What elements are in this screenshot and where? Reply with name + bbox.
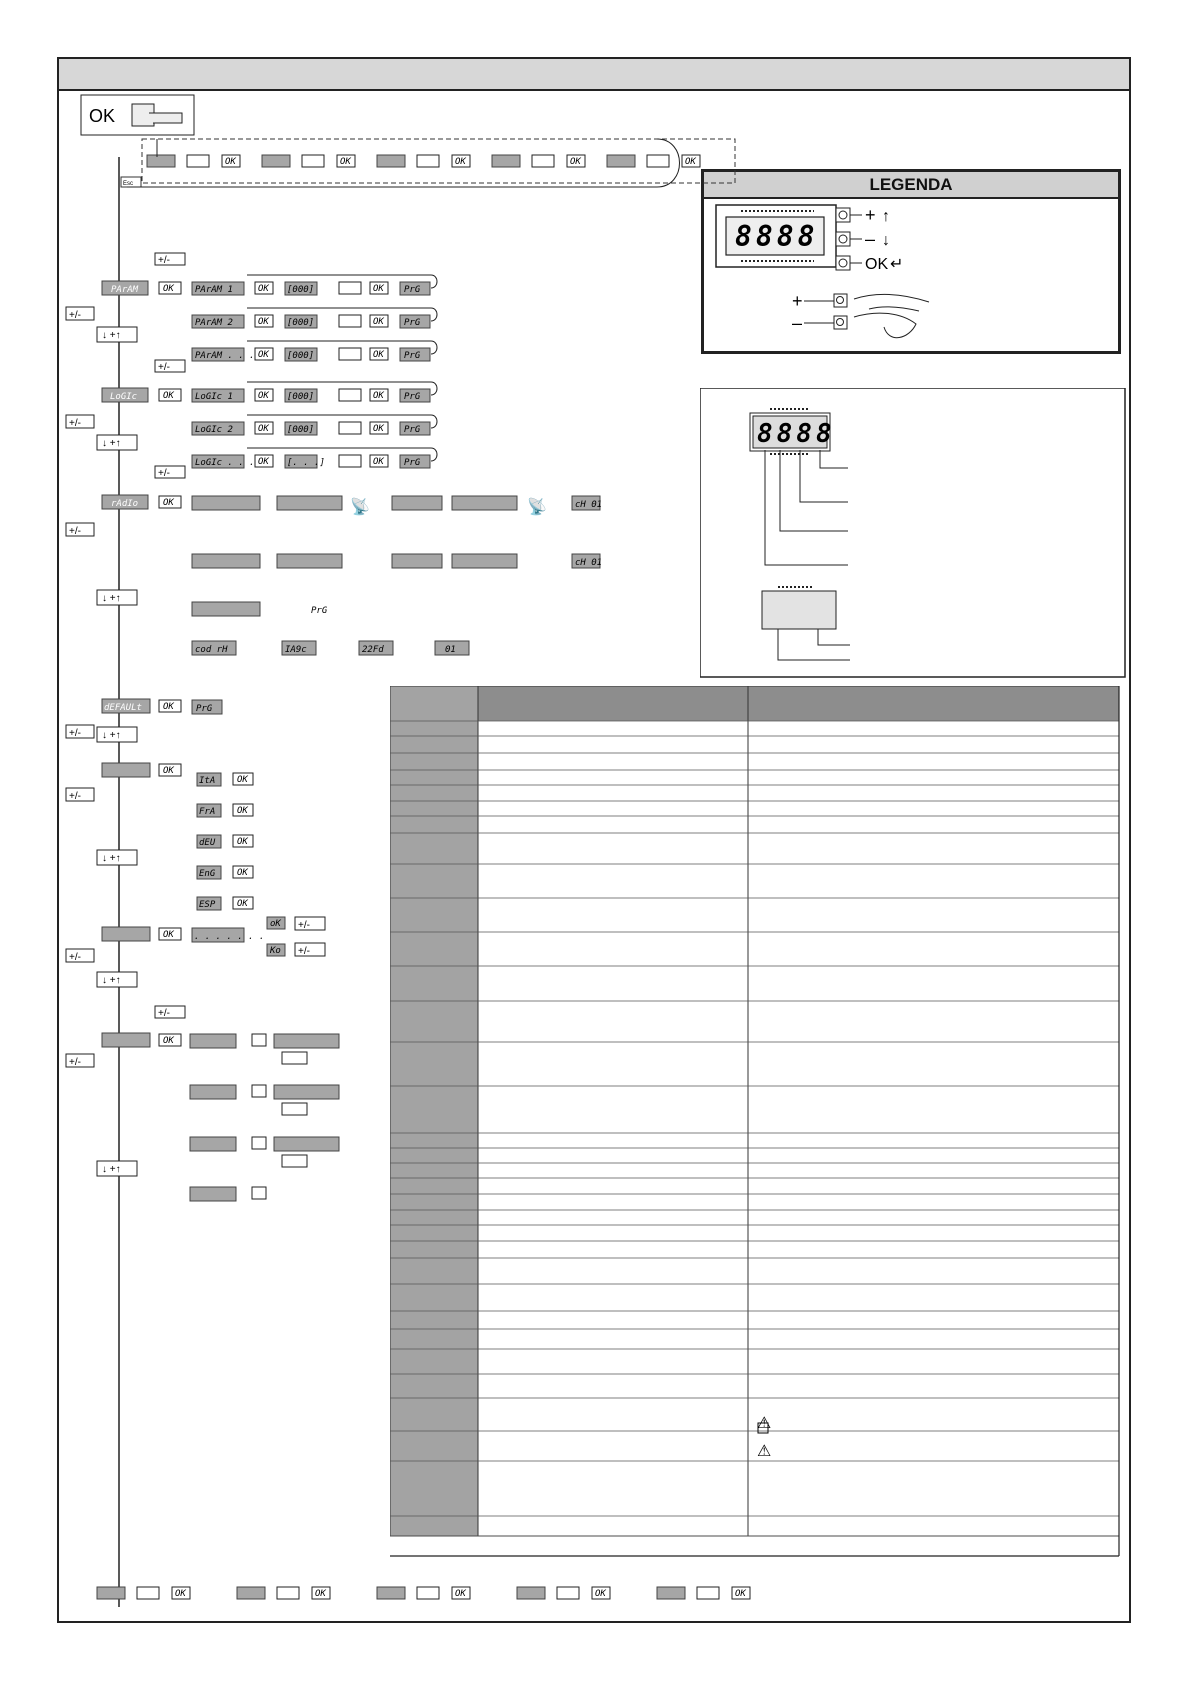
- warning-icon-2: ⚠: [757, 1443, 772, 1460]
- default-menu-label: dEFAULt: [104, 703, 142, 713]
- stats-ok-label: OK: [163, 1036, 174, 1046]
- item-ok-label: OK: [258, 457, 269, 467]
- item-ok-label: OK: [258, 350, 269, 360]
- cod-code: IA9c: [285, 645, 307, 655]
- logic-back-label: +/-: [69, 418, 81, 429]
- language-option-label: FrA: [199, 807, 216, 817]
- autoset-ko: Ko: [270, 946, 281, 956]
- language-ok-label: OK: [237, 837, 248, 847]
- seq-ok-label: OK: [315, 1589, 326, 1599]
- seq-ok-label: OK: [340, 157, 351, 167]
- stats-back-label: +/-: [69, 1057, 81, 1068]
- stats-menu-box[interactable]: [102, 1033, 150, 1047]
- menu-flow-diagram: [57, 57, 877, 1623]
- radio-channel-2: cH 01: [575, 558, 603, 568]
- lang-ok-label: OK: [163, 766, 174, 776]
- warning-icon: ⚠: [757, 1415, 772, 1432]
- escape-code: Esc: [123, 181, 134, 187]
- item-save-label: PrG: [404, 425, 421, 435]
- item-ok-label: OK: [258, 424, 269, 434]
- lang-back-label: +/-: [69, 791, 81, 802]
- cod-label: cod rH: [195, 645, 228, 655]
- legend-plus-label: +: [865, 205, 876, 225]
- logic-plus-minus: +/-: [158, 362, 170, 373]
- item-ok-label-2: OK: [373, 424, 384, 434]
- cod-num: 01: [445, 645, 456, 655]
- menu-item-label: LoGIc . . .: [195, 458, 255, 468]
- item-ok-label-2: OK: [373, 317, 384, 327]
- stats-plus-minus: +/-: [158, 1008, 170, 1019]
- lang-nav-label: ↓ +↑: [102, 853, 121, 864]
- radio-ok-label: OK: [163, 498, 174, 508]
- default-ok-label: OK: [163, 702, 174, 712]
- remote-icon-2: 📡: [527, 499, 547, 516]
- language-option-label: ItA: [199, 776, 216, 786]
- item-ok-label-2: OK: [373, 391, 384, 401]
- item-ok-label: OK: [258, 284, 269, 294]
- item-value: [000]: [287, 285, 315, 295]
- menu-item-label: LoGIc 1: [195, 392, 233, 402]
- item-ok-label-2: OK: [373, 284, 384, 294]
- autoset-pm-2: +/-: [298, 946, 310, 957]
- back-key-label: +/-: [69, 310, 81, 321]
- autoset-dots: . . . . . . .: [194, 932, 265, 942]
- default-save-label: PrG: [196, 704, 213, 714]
- seq-ok-label: OK: [225, 157, 236, 167]
- item-save-label: PrG: [404, 285, 421, 295]
- param-menu-label: PArAM: [111, 285, 139, 295]
- start-ok-label: OK: [89, 106, 116, 126]
- enter-icon: ↵: [890, 256, 904, 273]
- legend-minus-label: –: [865, 229, 876, 249]
- ok-key-label: OK: [163, 284, 174, 294]
- display-digits: 8888: [757, 419, 836, 449]
- autoset-ok: oK: [270, 919, 281, 929]
- language-ok-label: OK: [237, 806, 248, 816]
- item-save-label: PrG: [404, 458, 421, 468]
- seq-ok-label: OK: [455, 157, 466, 167]
- legend-display-digits: 8888: [735, 220, 819, 253]
- legend-ok-label: OK: [865, 256, 889, 273]
- nav-down-up-label: ↓ +↑: [102, 330, 121, 341]
- item-ok-label-2: OK: [373, 457, 384, 467]
- item-value: [000]: [287, 351, 315, 361]
- menu-item-label: PArAM 2: [195, 318, 233, 328]
- item-value: [. . .]: [287, 458, 325, 468]
- radio-nav-label: ↓ +↑: [102, 593, 121, 604]
- default-back-label: +/-: [69, 728, 81, 739]
- language-option-label: ESP: [199, 900, 216, 910]
- seq-ok-label: OK: [595, 1589, 606, 1599]
- cod-id: 22Fd: [362, 645, 384, 655]
- plus-minus-label: +/-: [158, 255, 170, 266]
- language-option-label: dEU: [199, 838, 216, 848]
- menu-item-label: PArAM 1: [195, 285, 233, 295]
- radio-menu-label: rAdIo: [111, 499, 139, 509]
- menu-item-label: PArAM . . .: [195, 351, 255, 361]
- radio-back-label: +/-: [69, 526, 81, 537]
- item-ok-label: OK: [258, 317, 269, 327]
- legend-hand-plus: +: [792, 291, 803, 311]
- seq-ok-label: OK: [735, 1589, 746, 1599]
- language-ok-label: OK: [237, 775, 248, 785]
- radio-plus-minus: +/-: [158, 468, 170, 479]
- menu-item-label: LoGIc 2: [195, 425, 233, 435]
- radio-save-label: PrG: [311, 606, 328, 616]
- arrow-up-icon: ↑: [882, 208, 890, 225]
- stats-nav-label: ↓ +↑: [102, 1164, 121, 1175]
- seq-ok-label: OK: [685, 157, 696, 167]
- autoset-pm-1: +/-: [298, 920, 310, 931]
- seq-ok-label: OK: [455, 1589, 466, 1599]
- legend-hand-minus: –: [792, 313, 803, 333]
- item-save-label: PrG: [404, 392, 421, 402]
- autoset-menu-box[interactable]: [102, 927, 150, 941]
- language-ok-label: OK: [237, 899, 248, 909]
- language-option-label: EnG: [199, 869, 216, 879]
- remote-icon: 📡: [350, 499, 370, 516]
- logic-ok-label: OK: [163, 391, 174, 401]
- seq-ok-label: OK: [175, 1589, 186, 1599]
- item-save-label: PrG: [404, 351, 421, 361]
- logic-nav-label: ↓ +↑: [102, 438, 121, 449]
- item-ok-label-2: OK: [373, 350, 384, 360]
- seq-ok-label: OK: [570, 157, 581, 167]
- radio-channel-1: cH 01: [575, 500, 603, 510]
- language-menu-box[interactable]: [102, 763, 150, 777]
- autoset-ok-label: OK: [163, 930, 174, 940]
- arrow-down-icon: ↓: [882, 232, 890, 249]
- legend-title: LEGENDA: [704, 172, 1118, 199]
- autoset-back-label: +/-: [69, 952, 81, 963]
- logic-menu-label: LoGIc: [110, 392, 138, 402]
- autoset-nav-label: ↓ +↑: [102, 975, 121, 986]
- item-value: [000]: [287, 425, 315, 435]
- item-ok-label: OK: [258, 391, 269, 401]
- default-nav-label: ↓ +↑: [102, 730, 121, 741]
- item-save-label: PrG: [404, 318, 421, 328]
- language-ok-label: OK: [237, 868, 248, 878]
- item-value: [000]: [287, 318, 315, 328]
- item-value: [000]: [287, 392, 315, 402]
